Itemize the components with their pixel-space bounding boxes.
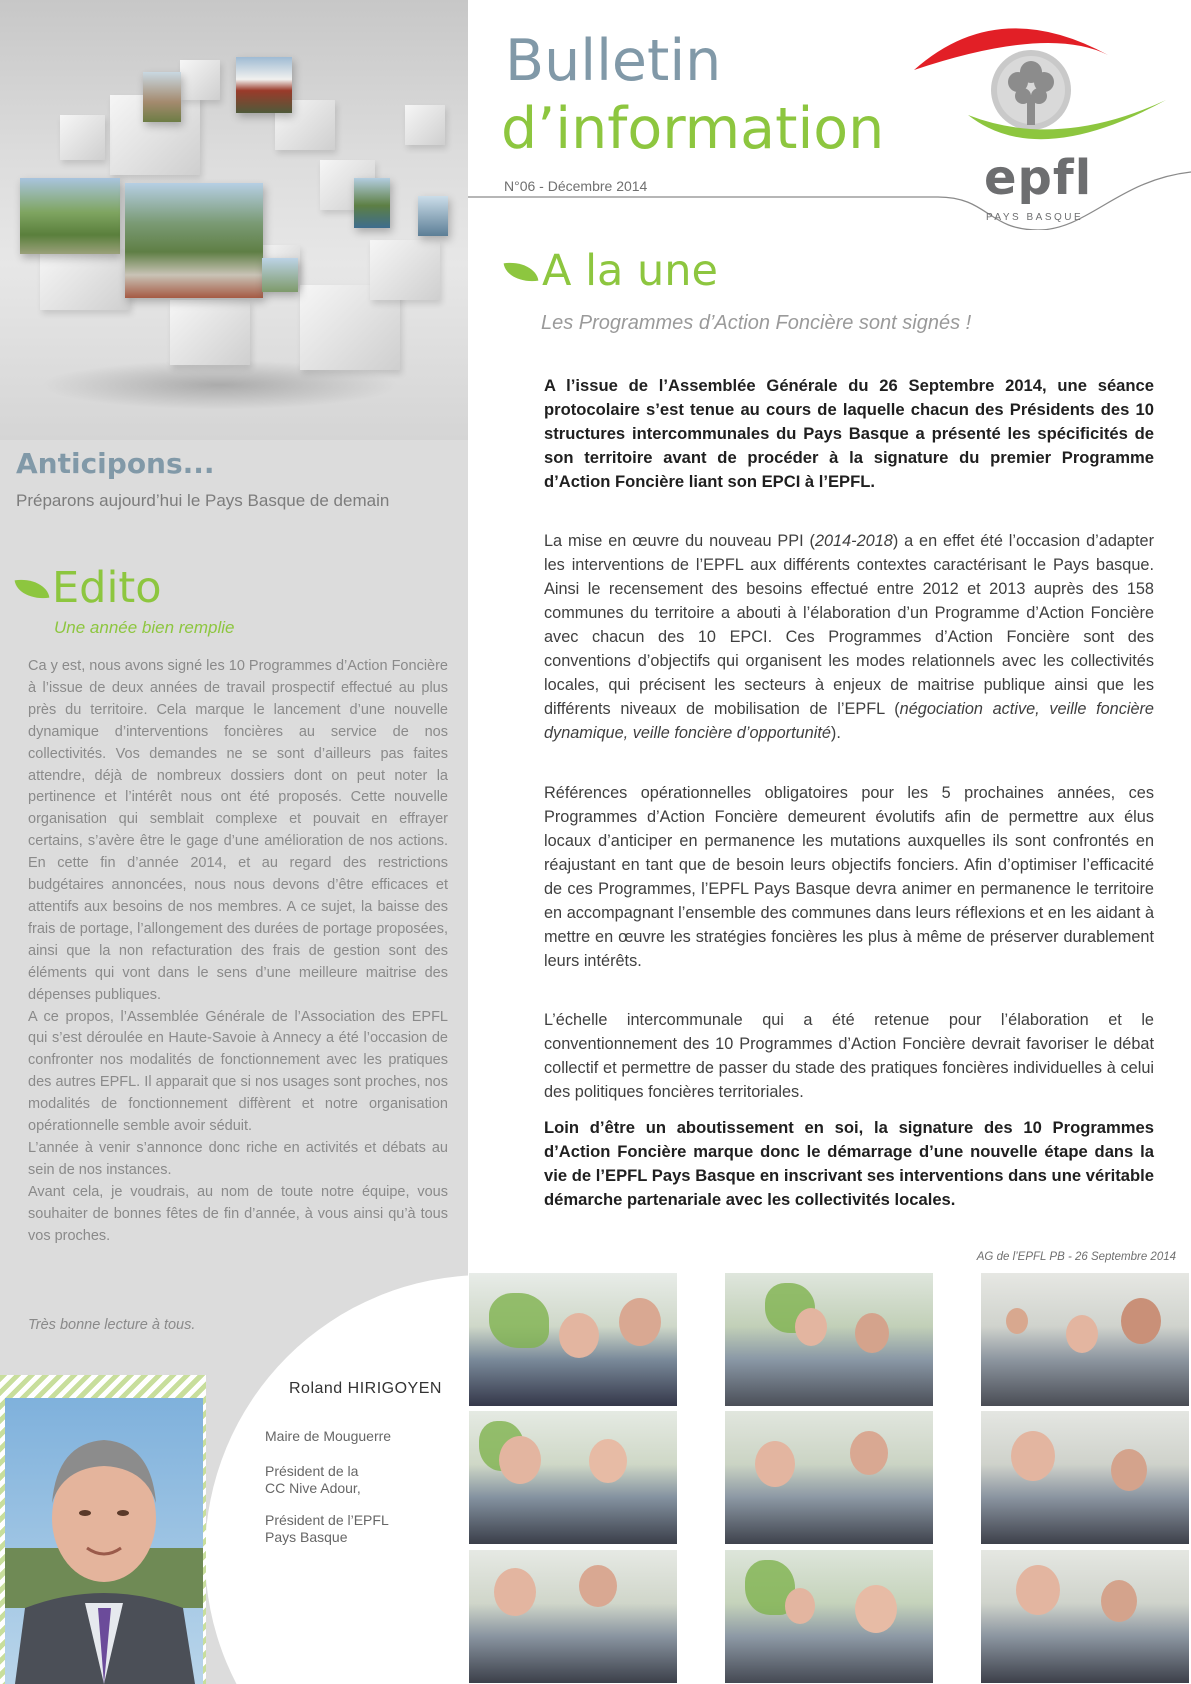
- une-paragraph-ppi: La mise en œuvre du nouveau PPI (2014-2018) a en effet été l’occasion d’adapter les interventions de l’EPFL aux différents contextes caractérisant le Pays basque. Ainsi le recensement des besoins effectué entre 2012 et 2013 auprès des 158 communes du territoire a abouti à l’élaboration d’un Programme d’Action Foncière avec chacun des 10 EPCI. Ces Programmes d’Action Foncière sont des conventions d’objectifs qui organisent les modes relationnels avec les collectivités locales, qui précisent les secteurs à enjeux de maitrise publique ainsi que les différents niveaux de mobilisation de l’EPFL (négociation active, veille foncière dynamique, veille foncière d’opportunité).: [544, 532, 1154, 742]
- event-photo: [981, 1273, 1189, 1406]
- event-photo: [981, 1550, 1189, 1683]
- cube: [60, 115, 105, 160]
- event-photo: [469, 1550, 677, 1683]
- edito-closing: Très bonne lecture à tous.: [28, 1317, 196, 1333]
- signature-role-cc: Président de la CC Nive Adour,: [265, 1463, 361, 1496]
- une-paragraph-references: Références opérationnelles obligatoires pour les 5 prochaines années, ces Programmes d’Action Foncière demeurent évolutifs afin de permettre aux élus locaux d’anticiper en permanence les mutations auxquelles ils sont confrontés en réajustant en tant que de besoin leurs objectifs fonciers. Afin d’optimiser l’efficacité de ces Programmes, l’EPFL Pays Basque devra animer en permanence le territoire en accompagnant l’ensemble des communes dans leurs réflexions et en les aidant à mettre en œuvre les stratégies foncières les plus à même de préserver durablement leurs intérêts.: [544, 784, 1154, 970]
- bulletin-title-line1: Bulletin: [505, 28, 722, 94]
- une-paragraph-conclusion: Loin d’être un aboutissement en soi, la signature des 10 Programmes d’Action Foncière marque donc le démarrage d’une nouvelle étape dans la vie de l’EPFL Pays Basque en inscrivant ses interventions dans une véritable démarche partenariale avec les collectivités locales.: [544, 1118, 1154, 1209]
- photo-cube-lake: [354, 178, 390, 228]
- issue-number: N°06 - Décembre 2014: [504, 178, 648, 194]
- une-title: A la une: [542, 246, 719, 296]
- left-column: [0, 0, 468, 1684]
- leaf-icon: [15, 576, 50, 602]
- event-photo: [725, 1273, 933, 1406]
- hero-illustration: [0, 0, 468, 440]
- event-photo: [469, 1273, 677, 1406]
- event-photo: [725, 1411, 933, 1544]
- signature-role-epfl: Président de l’EPFL Pays Basque: [265, 1512, 389, 1545]
- signature-name: Roland HIRIGOYEN: [289, 1380, 442, 1397]
- logo-text: epfl: [984, 150, 1093, 206]
- edito-body: Ca y est, nous avons signé les 10 Programmes d’Action Foncière à l’issue de deux années de travail prospectif effectué au plus près du territoire. Cela marque le lancement d’une nouvelle dynamique d’interventions foncières au service de nos collectivités. Vos demandes ne se sont d’ailleurs pas faites attendre, déjà de nombreux dossiers dont on peut noter la pertinence et l’intérêt nous ont été proposés. Cette nouvelle organisation qui semblait complexe et pouvait en effrayer certains, s’avère être le gage d’une amélioration de nos actions. En cette fin d’année 2014, et au regard des restrictions budgétaires annoncées, nous nous devons d’être efficaces et attentifs aux besoins de nos membres. A ce sujet, la baisse des frais de portage, l’allongement des durées de portage proposées, ainsi que la non refacturation des frais de gestion sont des éléments qui vont dans le sens d’une meilleure maitrise des dépenses publiques. A ce propos, l’Assemblée Générale de l’Association des EPFL qui s’est déroulée en Haute-Savoie à Annecy a été l’occasion de confronter nos modalités de fonctionnement avec les pratiques des autres EPFL. Il apparait que si nos usages sont proches, nos modalités de fonctionnement diffèrent et notre organisation opérationnelle semble avoir séduit. L’année à venir s’annonce donc riche en activités et débats au sein de nos instances. Avant cela, je voudrais, au nom de toute notre équipe, vous souhaiter de bonnes fêtes de fin d’année, à vous ainsi qu’à tous vos proches.: [28, 658, 448, 1244]
- event-photo: [725, 1550, 933, 1683]
- photo-cube-landscape: [20, 178, 120, 254]
- photo-cube-house: [236, 57, 292, 113]
- cube: [405, 105, 445, 145]
- event-photo: [469, 1411, 677, 1544]
- cube: [370, 240, 440, 300]
- portrait-photo: [5, 1398, 203, 1684]
- leaf-icon: [504, 259, 539, 285]
- tagline-subtitle: Préparons aujourd’hui le Pays Basque de demain: [16, 491, 390, 510]
- photo-cube-sky: [262, 258, 298, 292]
- bulletin-title-line2: d’information: [501, 96, 885, 162]
- photo-cube-village: [143, 72, 181, 122]
- event-photo: [981, 1411, 1189, 1544]
- une-paragraph-intro: A l’issue de l’Assemblée Générale du 26 Septembre 2014, une séance protocolaire s’est tenue au cours de laquelle chacun des Présidents des 10 structures intercommunales du Pays Basque a présenté les spécificités de son territoire avant de procéder à la signature du premier Programme d’Action Foncière liant son EPCI à l’EPFL.: [544, 376, 1154, 491]
- cube: [170, 300, 250, 365]
- tagline-title: Anticipons...: [16, 447, 215, 480]
- cube: [40, 250, 130, 310]
- logo-subtext: PAYS BASQUE: [986, 212, 1084, 223]
- signature-role-mayor: Maire de Mouguerre: [265, 1428, 392, 1444]
- cube: [180, 60, 220, 100]
- edito-title: Edito: [52, 563, 162, 613]
- edito-subtitle: Une année bien remplie: [54, 618, 235, 637]
- une-paragraph-echelle: L’échelle intercommunale qui a été retenue pour l’élaboration et le conventionnement des 10 Programmes d’Action Foncière devrait favoriser le débat collectif et permettre de passer du stade des pratiques foncières individuelles à celui des politiques foncières territoriales.: [544, 1011, 1154, 1101]
- une-subtitle: Les Programmes d’Action Foncière sont signés !: [541, 312, 972, 334]
- photo-cube-town: [125, 183, 263, 298]
- photo-cube-river: [418, 196, 448, 236]
- epfl-logo: [908, 10, 1168, 235]
- photo-caption: AG de l’EPFL PB - 26 Septembre 2014: [976, 1251, 1176, 1263]
